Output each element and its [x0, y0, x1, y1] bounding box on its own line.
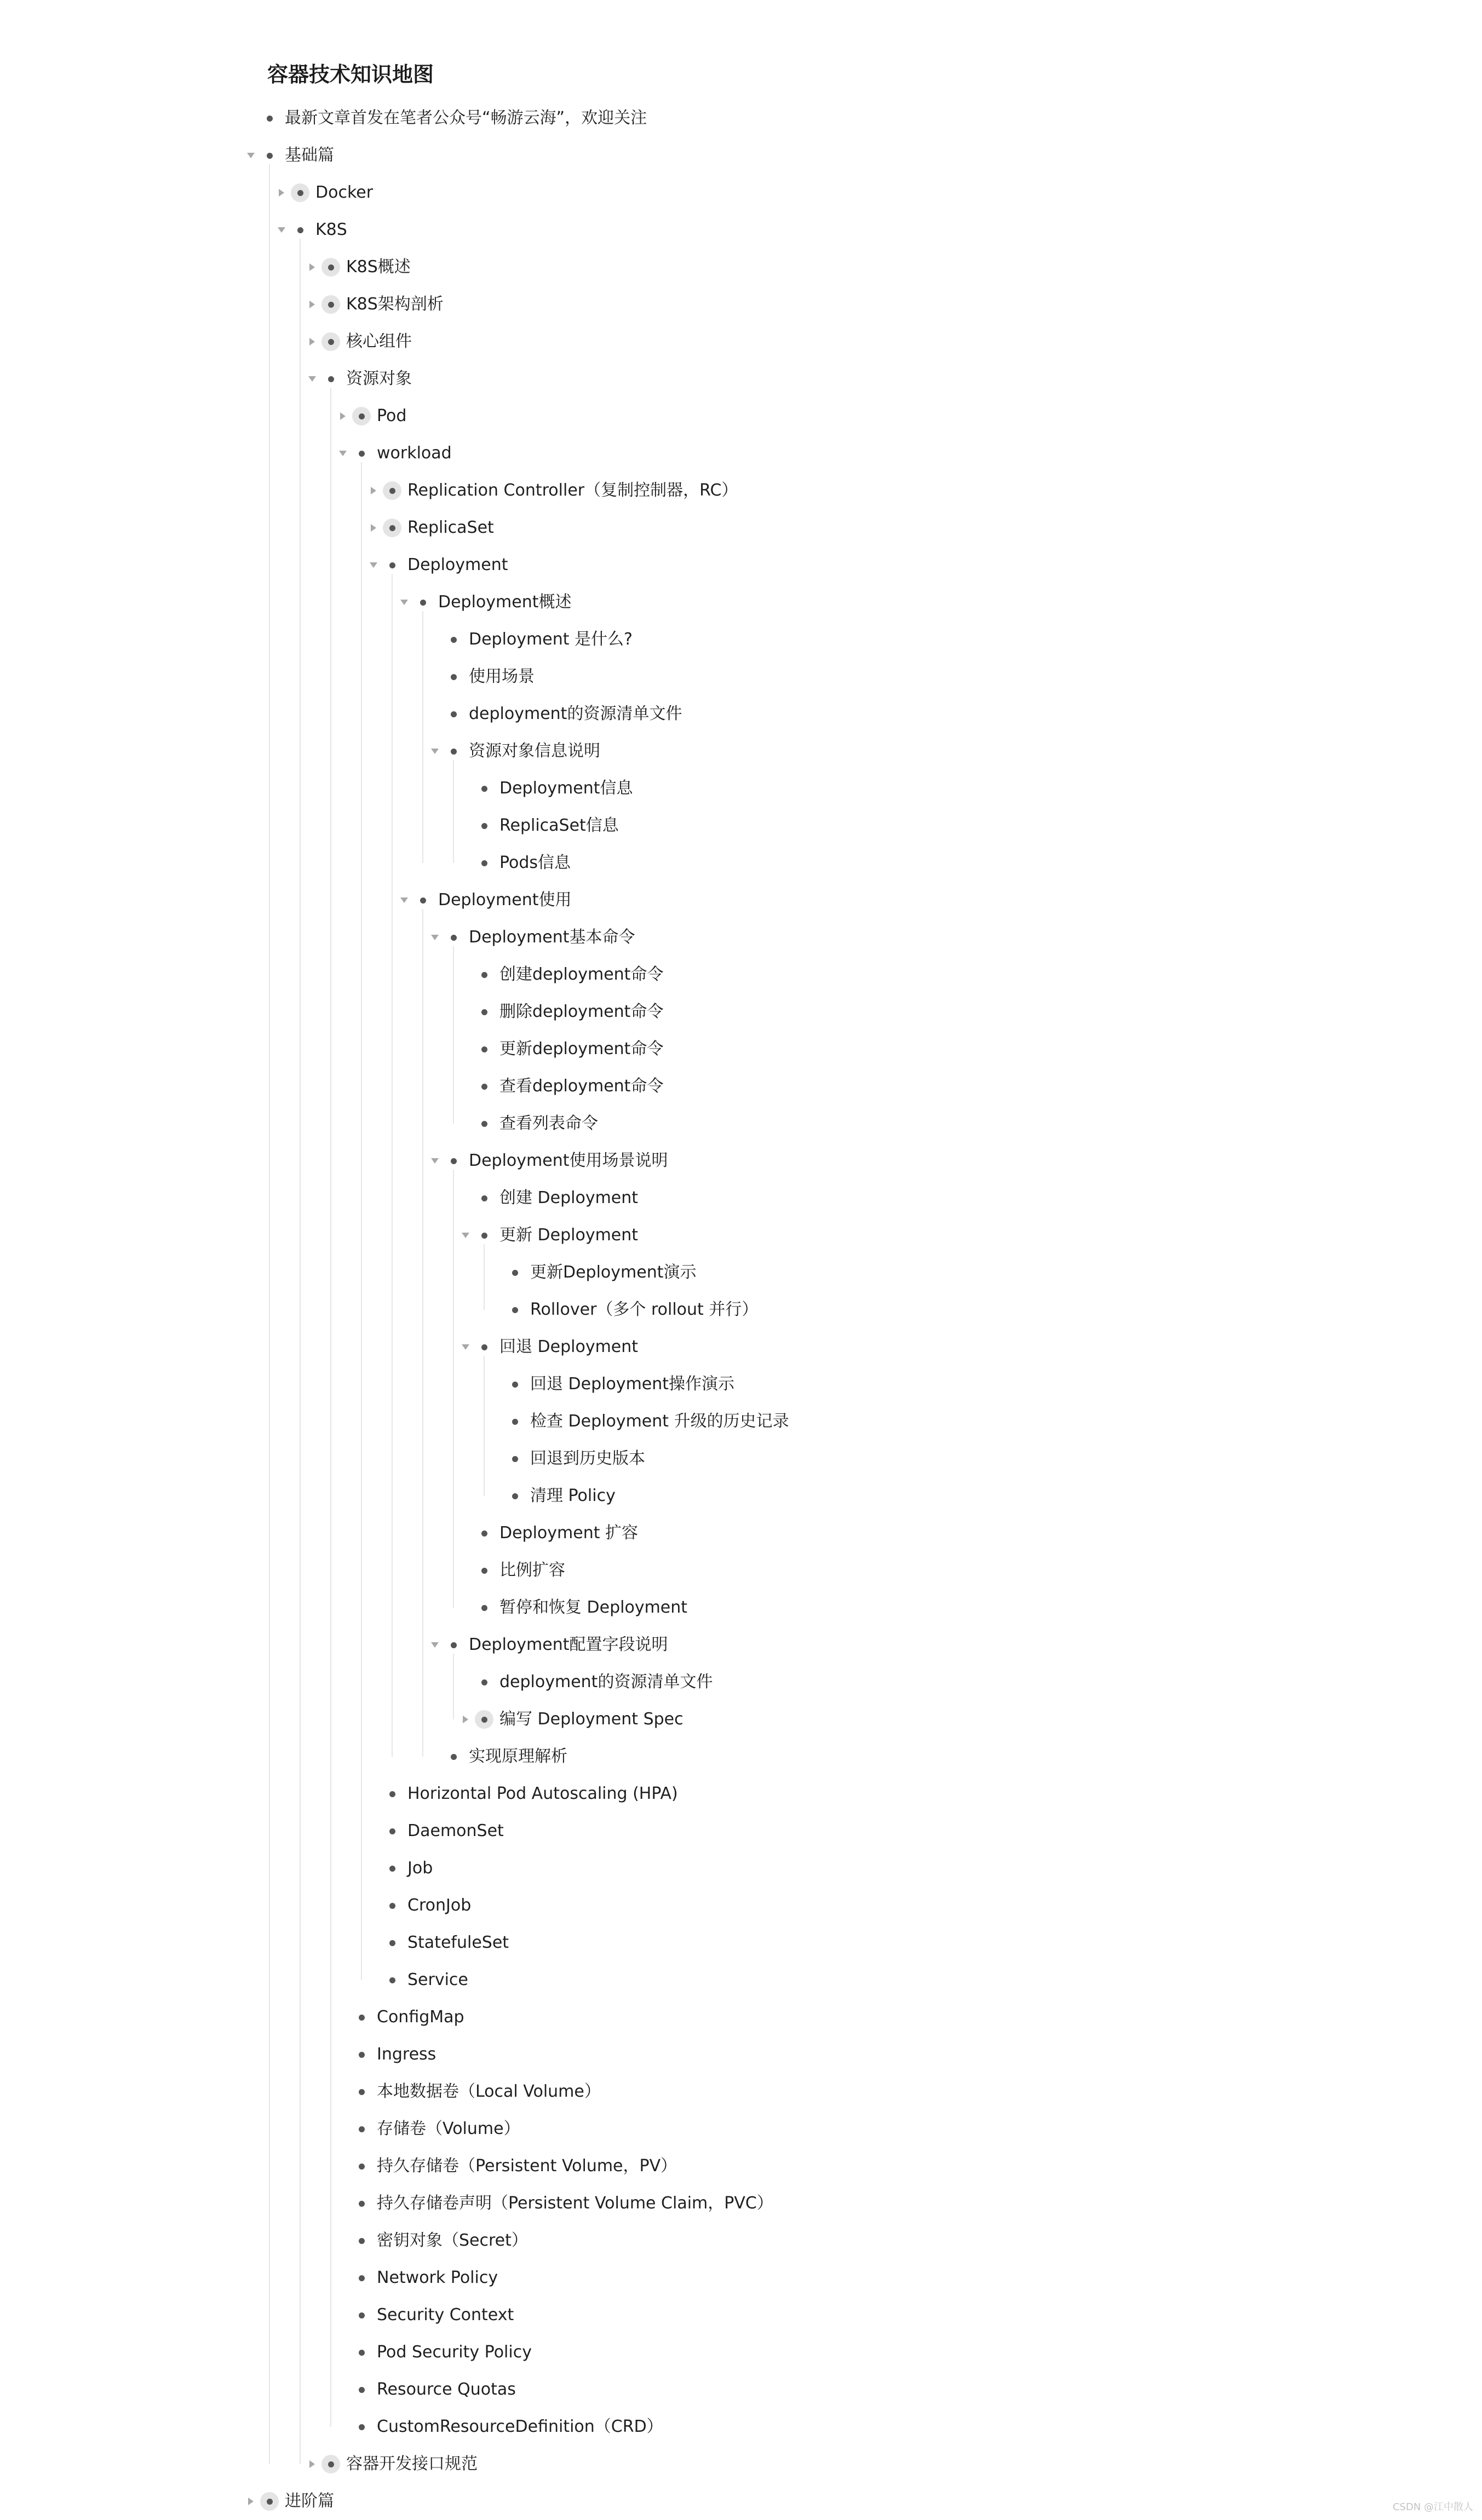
- indent-guide-line: [330, 388, 331, 2427]
- expand-toggle-icon[interactable]: [368, 522, 379, 533]
- outline-node: [0, 1105, 1482, 1142]
- bullet-icon[interactable]: [475, 1040, 493, 1058]
- bullet-icon[interactable]: [475, 1189, 493, 1207]
- bullet-icon[interactable]: [475, 1003, 493, 1021]
- indent-guide-line: [422, 611, 423, 863]
- node-label[interactable]: K8S: [315, 220, 347, 239]
- bullet-icon[interactable]: [352, 2194, 371, 2213]
- node-label[interactable]: deployment的资源清单文件: [469, 704, 682, 723]
- indent-guide-line: [484, 1244, 485, 1310]
- node-label[interactable]: Deployment基本命令: [469, 928, 635, 947]
- indent-guide-line: [453, 1170, 454, 1608]
- indent-guide-line: [453, 946, 454, 1124]
- node-label[interactable]: 资源对象: [346, 369, 412, 388]
- outline-node: [0, 2110, 1482, 2148]
- bullet-icon[interactable]: [383, 481, 401, 500]
- outline-node: [0, 2259, 1482, 2297]
- bullet-icon[interactable]: [352, 2418, 371, 2436]
- outline-node: [0, 1180, 1482, 1217]
- outline-node: [0, 1403, 1482, 1440]
- node-label[interactable]: Deployment概述: [438, 592, 572, 612]
- outline-node: [0, 2297, 1482, 2334]
- node-label[interactable]: 持久存储卷声明（Persistent Volume Claim，PVC）: [377, 2194, 773, 2213]
- bullet-icon[interactable]: [383, 1822, 401, 1840]
- outline-node: [0, 1887, 1482, 1924]
- bullet-icon[interactable]: [413, 593, 432, 612]
- node-label[interactable]: 检查 Deployment 升级的历史记录: [530, 1412, 789, 1431]
- node-label[interactable]: Security Context: [377, 2305, 514, 2325]
- outline-node: [0, 1291, 1482, 1328]
- expand-toggle-icon[interactable]: [307, 262, 318, 273]
- indent-guide-line: [453, 1654, 454, 1719]
- bullet-icon[interactable]: [506, 1263, 524, 1282]
- outline-node: [0, 1366, 1482, 1403]
- bullet-icon[interactable]: [260, 109, 279, 128]
- node-label[interactable]: 最新文章首发在笔者公众号“畅游云海”，欢迎关注: [285, 108, 647, 128]
- bullet-icon[interactable]: [444, 1152, 463, 1170]
- bullet-icon[interactable]: [475, 1561, 493, 1580]
- node-label[interactable]: Deployment 是什么?: [469, 630, 633, 649]
- node-label[interactable]: Deployment使用: [438, 890, 572, 910]
- outline-node: [0, 1217, 1482, 1254]
- node-label[interactable]: Service: [407, 1970, 468, 1989]
- outline-node: [0, 2408, 1482, 2446]
- bullet-icon[interactable]: [352, 2380, 371, 2399]
- collapse-toggle-icon[interactable]: [399, 597, 410, 608]
- node-label[interactable]: workload: [377, 444, 452, 463]
- node-label[interactable]: Resource Quotas: [377, 2380, 516, 2399]
- node-label[interactable]: Pods信息: [499, 853, 571, 872]
- outline-node: [0, 1664, 1482, 1701]
- outline-node: [0, 2446, 1482, 2483]
- bullet-icon[interactable]: [506, 1412, 524, 1431]
- node-label[interactable]: 回退 Deployment操作演示: [530, 1374, 735, 1394]
- node-label[interactable]: 回退到历史版本: [530, 1449, 645, 1468]
- node-label[interactable]: ReplicaSet: [407, 518, 494, 537]
- node-label[interactable]: 创建deployment命令: [499, 965, 664, 984]
- bullet-icon[interactable]: [506, 1375, 524, 1394]
- node-label[interactable]: 回退 Deployment: [499, 1337, 639, 1356]
- outline-node: [0, 956, 1482, 993]
- node-label[interactable]: Deployment配置字段说明: [469, 1635, 668, 1654]
- bullet-icon[interactable]: [506, 1301, 524, 1319]
- bullet-icon[interactable]: [321, 370, 340, 388]
- indent-guide-line: [300, 239, 301, 2464]
- watermark: CSDN @江中散人: [1392, 2501, 1473, 2513]
- outline-node: [0, 2185, 1482, 2222]
- node-label[interactable]: Ingress: [377, 2045, 436, 2064]
- node-label[interactable]: Rollover（多个 rollout 并行）: [530, 1300, 759, 1319]
- node-label[interactable]: 使用场景: [469, 667, 535, 686]
- node-label[interactable]: K8S概述: [346, 257, 411, 277]
- node-label[interactable]: deployment的资源清单文件: [499, 1672, 713, 1691]
- outline-node: [0, 1068, 1482, 1105]
- node-label[interactable]: 创建 Deployment: [499, 1188, 639, 1207]
- bullet-icon[interactable]: [383, 1971, 401, 1989]
- outline-node: [0, 2483, 1482, 2520]
- outline-node: [0, 100, 1482, 137]
- outline-node: [0, 1626, 1482, 1664]
- collapse-toggle-icon[interactable]: [245, 150, 256, 161]
- outline-node: [0, 1328, 1482, 1366]
- bullet-icon[interactable]: [444, 1747, 463, 1766]
- outline-node: [0, 621, 1482, 658]
- indent-guide-line: [392, 574, 393, 1757]
- expand-toggle-icon[interactable]: [368, 485, 379, 496]
- bullet-icon[interactable]: [352, 2120, 371, 2138]
- page-title: 容器技术知识地图: [267, 62, 434, 87]
- bullet-icon[interactable]: [475, 1710, 493, 1729]
- outline-node: [0, 1738, 1482, 1775]
- node-label[interactable]: Deployment信息: [499, 779, 633, 798]
- node-label[interactable]: 密钥对象（Secret）: [377, 2231, 528, 2250]
- outline-node: [0, 546, 1482, 584]
- bullet-icon[interactable]: [352, 2082, 371, 2101]
- collapse-toggle-icon[interactable]: [399, 895, 410, 906]
- bullet-icon[interactable]: [321, 258, 340, 277]
- outline-node: [0, 1813, 1482, 1850]
- expand-toggle-icon[interactable]: [337, 411, 348, 422]
- bullet-icon[interactable]: [291, 221, 309, 239]
- bullet-icon[interactable]: [352, 2231, 371, 2250]
- node-label[interactable]: Deployment: [407, 555, 508, 574]
- outline-node: [0, 882, 1482, 919]
- node-label[interactable]: 暂停和恢复 Deployment: [499, 1598, 688, 1617]
- outline-node: [0, 2073, 1482, 2110]
- bullet-icon[interactable]: [383, 1859, 401, 1878]
- outline-node: [0, 1775, 1482, 1813]
- outline-node: [0, 2222, 1482, 2259]
- outline-node: [0, 472, 1482, 509]
- bullet-icon[interactable]: [444, 742, 463, 761]
- outline-node: [0, 137, 1482, 174]
- node-label[interactable]: Pod: [377, 406, 407, 425]
- outline-node: [0, 807, 1482, 844]
- outline-node: [0, 1589, 1482, 1626]
- outline-node: [0, 1031, 1482, 1068]
- indent-guide-line: [484, 1356, 485, 1496]
- outline-node: [0, 1924, 1482, 1961]
- collapse-toggle-icon[interactable]: [460, 1230, 471, 1241]
- bullet-icon[interactable]: [444, 668, 463, 686]
- bullet-icon[interactable]: [506, 1449, 524, 1468]
- expand-toggle-icon[interactable]: [245, 2496, 256, 2507]
- node-label[interactable]: 实现原理解析: [469, 1747, 567, 1766]
- bullet-icon[interactable]: [383, 1785, 401, 1803]
- outline-node: [0, 658, 1482, 695]
- bullet-icon[interactable]: [475, 965, 493, 984]
- bullet-icon[interactable]: [383, 1896, 401, 1915]
- bullet-icon[interactable]: [321, 2455, 340, 2473]
- outline-node: [0, 1254, 1482, 1291]
- bullet-icon[interactable]: [444, 1636, 463, 1654]
- outline-node: [0, 1440, 1482, 1477]
- node-label[interactable]: 编写 Deployment Spec: [499, 1710, 683, 1729]
- bullet-icon[interactable]: [475, 1077, 493, 1096]
- expand-toggle-icon[interactable]: [460, 1714, 471, 1725]
- bullet-icon[interactable]: [321, 332, 340, 351]
- indent-guide-line: [453, 760, 454, 863]
- collapse-toggle-icon[interactable]: [460, 1342, 471, 1353]
- bullet-icon[interactable]: [475, 1598, 493, 1617]
- expand-toggle-icon[interactable]: [307, 2459, 318, 2470]
- node-label[interactable]: Deployment使用场景说明: [469, 1151, 668, 1170]
- node-label[interactable]: 本地数据卷（Local Volume）: [377, 2082, 601, 2101]
- outline-node: [0, 1142, 1482, 1180]
- node-label[interactable]: 查看列表命令: [499, 1114, 598, 1133]
- outline-node: [0, 1999, 1482, 2036]
- outline-node: [0, 174, 1482, 211]
- outline-node: [0, 211, 1482, 249]
- node-label[interactable]: K8S架构剖析: [346, 295, 444, 314]
- node-label[interactable]: Deployment 扩容: [499, 1523, 639, 1543]
- outline-node: [0, 360, 1482, 398]
- outline-node: [0, 733, 1482, 770]
- node-label[interactable]: StatefuleSet: [407, 1933, 509, 1952]
- outline-node: [0, 509, 1482, 546]
- bullet-icon[interactable]: [352, 2008, 371, 2027]
- node-label[interactable]: 更新deployment命令: [499, 1039, 664, 1058]
- node-label[interactable]: ConfigMap: [377, 2007, 464, 2027]
- node-label[interactable]: Docker: [315, 183, 374, 202]
- bullet-icon[interactable]: [260, 2492, 279, 2511]
- bullet-icon[interactable]: [475, 1226, 493, 1245]
- bullet-icon[interactable]: [352, 2269, 371, 2287]
- bullet-icon[interactable]: [291, 183, 309, 202]
- bullet-icon[interactable]: [475, 1524, 493, 1543]
- collapse-toggle-icon[interactable]: [276, 225, 287, 235]
- node-label[interactable]: Network Policy: [377, 2268, 498, 2287]
- node-label[interactable]: Pod Security Policy: [377, 2343, 532, 2362]
- bullet-icon[interactable]: [321, 295, 340, 314]
- collapse-toggle-icon[interactable]: [368, 560, 379, 571]
- bullet-icon[interactable]: [352, 2343, 371, 2362]
- node-label[interactable]: 进阶篇: [285, 2492, 334, 2511]
- collapse-toggle-icon[interactable]: [429, 1155, 440, 1166]
- outline-node: [0, 286, 1482, 323]
- indent-guide-line: [269, 164, 270, 2464]
- node-label[interactable]: 更新 Deployment: [499, 1226, 639, 1245]
- outline-node: [0, 919, 1482, 956]
- outline-node: [0, 249, 1482, 286]
- node-label[interactable]: 存储卷（Volume）: [377, 2119, 520, 2138]
- outline-node: [0, 844, 1482, 882]
- outline-node: [0, 2148, 1482, 2185]
- bullet-icon[interactable]: [352, 2045, 371, 2064]
- bullet-icon[interactable]: [383, 1934, 401, 1952]
- node-label[interactable]: CustomResourceDefinition（CRD）: [377, 2417, 663, 2436]
- node-label[interactable]: 查看deployment命令: [499, 1077, 664, 1096]
- outline-node: [0, 1850, 1482, 1887]
- node-label[interactable]: 核心组件: [346, 332, 412, 351]
- node-label[interactable]: 基础篇: [285, 146, 334, 165]
- outline-node: [0, 398, 1482, 435]
- outline-node: [0, 1961, 1482, 1999]
- collapse-toggle-icon[interactable]: [429, 1639, 440, 1650]
- outline-node: [0, 2036, 1482, 2073]
- outline-node: [0, 584, 1482, 621]
- bullet-icon[interactable]: [352, 2157, 371, 2176]
- outline-node: [0, 770, 1482, 807]
- indent-guide-line: [361, 462, 362, 1980]
- node-label[interactable]: 容器开发接口规范: [346, 2454, 478, 2473]
- collapse-toggle-icon[interactable]: [337, 448, 348, 459]
- outline-node: [0, 2371, 1482, 2408]
- bullet-icon[interactable]: [413, 891, 432, 910]
- node-label[interactable]: ReplicaSet信息: [499, 816, 619, 835]
- expand-toggle-icon[interactable]: [307, 299, 318, 310]
- collapse-toggle-icon[interactable]: [307, 373, 318, 384]
- node-label[interactable]: 删除deployment命令: [499, 1002, 664, 1021]
- node-label[interactable]: Replication Controller（复制控制器，RC）: [407, 481, 738, 500]
- outline-node: [0, 1515, 1482, 1552]
- outline-node: [0, 323, 1482, 360]
- outline-node: [0, 2334, 1482, 2371]
- node-label[interactable]: CronJob: [407, 1896, 472, 1915]
- bullet-icon[interactable]: [475, 854, 493, 872]
- bullet-icon[interactable]: [475, 779, 493, 798]
- bullet-icon[interactable]: [475, 1338, 493, 1356]
- bullet-icon[interactable]: [475, 816, 493, 835]
- bullet-icon[interactable]: [352, 407, 371, 425]
- outline-node: [0, 695, 1482, 733]
- collapse-toggle-icon[interactable]: [429, 932, 440, 943]
- outline-node: [0, 993, 1482, 1031]
- bullet-icon[interactable]: [475, 1673, 493, 1691]
- bullet-icon[interactable]: [444, 928, 463, 947]
- outline-node: [0, 435, 1482, 472]
- node-label[interactable]: 更新Deployment演示: [530, 1263, 697, 1282]
- node-label[interactable]: 持久存储卷（Persistent Volume，PV）: [377, 2156, 677, 2176]
- bullet-icon[interactable]: [506, 1487, 524, 1505]
- node-label[interactable]: 比例扩容: [499, 1561, 565, 1580]
- bullet-icon[interactable]: [260, 146, 279, 165]
- expand-toggle-icon[interactable]: [307, 336, 318, 347]
- collapse-toggle-icon[interactable]: [429, 746, 440, 757]
- indent-guide-line: [422, 909, 423, 1757]
- expand-toggle-icon[interactable]: [276, 187, 287, 198]
- bullet-icon[interactable]: [475, 1114, 493, 1133]
- node-label[interactable]: Job: [407, 1859, 433, 1878]
- bullet-icon[interactable]: [444, 705, 463, 723]
- bullet-icon[interactable]: [352, 444, 371, 463]
- bullet-icon[interactable]: [383, 556, 401, 574]
- outline-node: [0, 1701, 1482, 1738]
- node-label[interactable]: DaemonSet: [407, 1821, 504, 1840]
- node-label[interactable]: 清理 Policy: [530, 1486, 616, 1505]
- bullet-icon[interactable]: [383, 519, 401, 537]
- node-label[interactable]: 资源对象信息说明: [469, 741, 600, 761]
- node-label[interactable]: Horizontal Pod Autoscaling (HPA): [407, 1784, 678, 1803]
- bullet-icon[interactable]: [444, 630, 463, 649]
- outline-node: [0, 1477, 1482, 1515]
- bullet-icon[interactable]: [352, 2306, 371, 2325]
- outline-node: [0, 1552, 1482, 1589]
